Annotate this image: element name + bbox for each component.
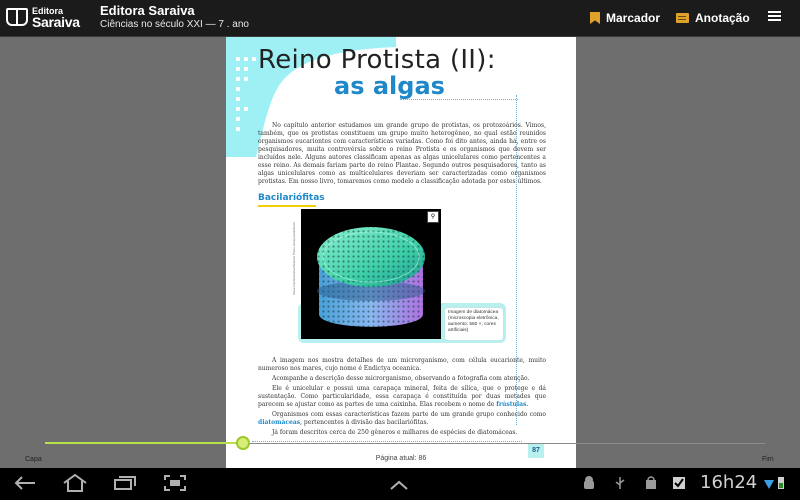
- diatom-photo: [301, 209, 441, 339]
- section-underline: [258, 205, 316, 207]
- checkbox-icon: [672, 476, 686, 490]
- recent-apps-icon[interactable]: [114, 476, 136, 490]
- body-paragraph: A imagem nos mostra detalhes de um microrganismo, com célula eucarionte, muito numeroso nos mares, cujo nome é Endictya oceanica.: [258, 357, 546, 372]
- body-paragraph: Ele é unicelular e possui uma carapaça mineral, feita de sílica, que o protege e dá sustentação. Como particularidade, essa carapaça é constituída por duas metades que parecem se ajustar como as partes de uma caixinha. Elas recebem o nome de frústulas.: [258, 385, 546, 408]
- bookmark-icon: [590, 12, 600, 24]
- note-label: Anotação: [695, 11, 750, 25]
- system-clock: 16h24: [700, 472, 758, 493]
- book-logo-icon: [6, 8, 28, 26]
- printed-page-number: 87: [528, 444, 544, 458]
- footer-divider: [252, 441, 522, 442]
- home-icon[interactable]: [62, 473, 88, 493]
- menu-icon[interactable]: [768, 11, 781, 13]
- bookmark-label: Marcador: [606, 11, 661, 25]
- screenshot-icon[interactable]: [164, 475, 186, 491]
- section-heading: Bacilariófitas: [258, 193, 325, 203]
- book-publisher-title: Editora Saraiva: [100, 3, 195, 18]
- body-text: [258, 357, 546, 439]
- shopping-bag-icon: [644, 476, 658, 490]
- logo-line1: Editora: [32, 6, 64, 16]
- note-icon: [676, 13, 689, 23]
- intro-paragraph: No capítulo anterior estudamos um grande grupo de protistas, os protozoários. Vimos, também, que os protistas constituem um grupo muito heterogêneo, no qual estão reunidos organismos eucariontes com características variadas. Como foi dito antes, ainda há, entre os pesquisadores, muita controvérsia sobre o reino Protista e os organismos que devem ser incluídos nele. Alguns autores classificam apenas as algas unicelulares como pertencentes a esse reino. As demais fariam parte do reino Plantae. Segundo outros pesquisadores, tanto as algas unicelulares como as multicelulares deveriam ser caracterizadas como organismos protistas. Em nosso livro, tomaremos como modelo a classificação adotada por estes últimos.: [258, 122, 546, 185]
- bookmark-button[interactable]: [590, 9, 660, 27]
- battery-icon: [776, 476, 786, 490]
- back-icon[interactable]: [14, 476, 36, 490]
- highlighted-term: frústulas: [496, 401, 527, 408]
- wifi-icon: [764, 476, 774, 490]
- book-title: Ciências no século XXI — 7 . ano: [100, 19, 249, 30]
- logo-line2: Saraiva: [32, 14, 80, 30]
- chapter-title: Reino Protista (II):: [258, 45, 496, 75]
- app-toolbar: [0, 0, 800, 36]
- scale-indicator-icon: ⚲: [427, 211, 439, 223]
- reading-progress-handle[interactable]: [236, 436, 250, 450]
- app-logo: [6, 5, 92, 31]
- android-debug-icon: [582, 476, 596, 490]
- current-page-indicator: Página atual: 86: [375, 455, 427, 462]
- chevron-up-icon[interactable]: [390, 480, 408, 490]
- progress-start-label: Capa: [25, 456, 42, 463]
- usb-icon: [614, 476, 626, 490]
- book-page[interactable]: [226, 37, 576, 468]
- reading-progress-fill: [45, 442, 243, 444]
- body-paragraph: Acompanhe a descrição desse microrganismo, observando a fotografia com atenção.: [272, 375, 530, 382]
- photo-caption: Imagem de diatomácea (microscopia eletrônica, aumento: 560 ×; cores artificiais): [444, 307, 504, 341]
- body-paragraph: Organismos com essas características fazem parte de um grande grupo conhecido como diatomáceas, pertencentes à divisão das bacilariófitas.: [258, 411, 546, 426]
- photo-credit: Steve Gschmeissner/Science Photo Library/LatinStock: [292, 222, 296, 295]
- note-button[interactable]: [676, 9, 750, 27]
- chapter-subtitle: as algas: [334, 72, 445, 100]
- body-paragraph: Já foram descritos cerca de 250 gêneros e milhares de espécies de diatomáceas.: [272, 429, 518, 436]
- title-divider: [400, 99, 518, 100]
- highlighted-term: diatomáceas: [258, 419, 301, 426]
- progress-end-label: Fim: [762, 456, 774, 463]
